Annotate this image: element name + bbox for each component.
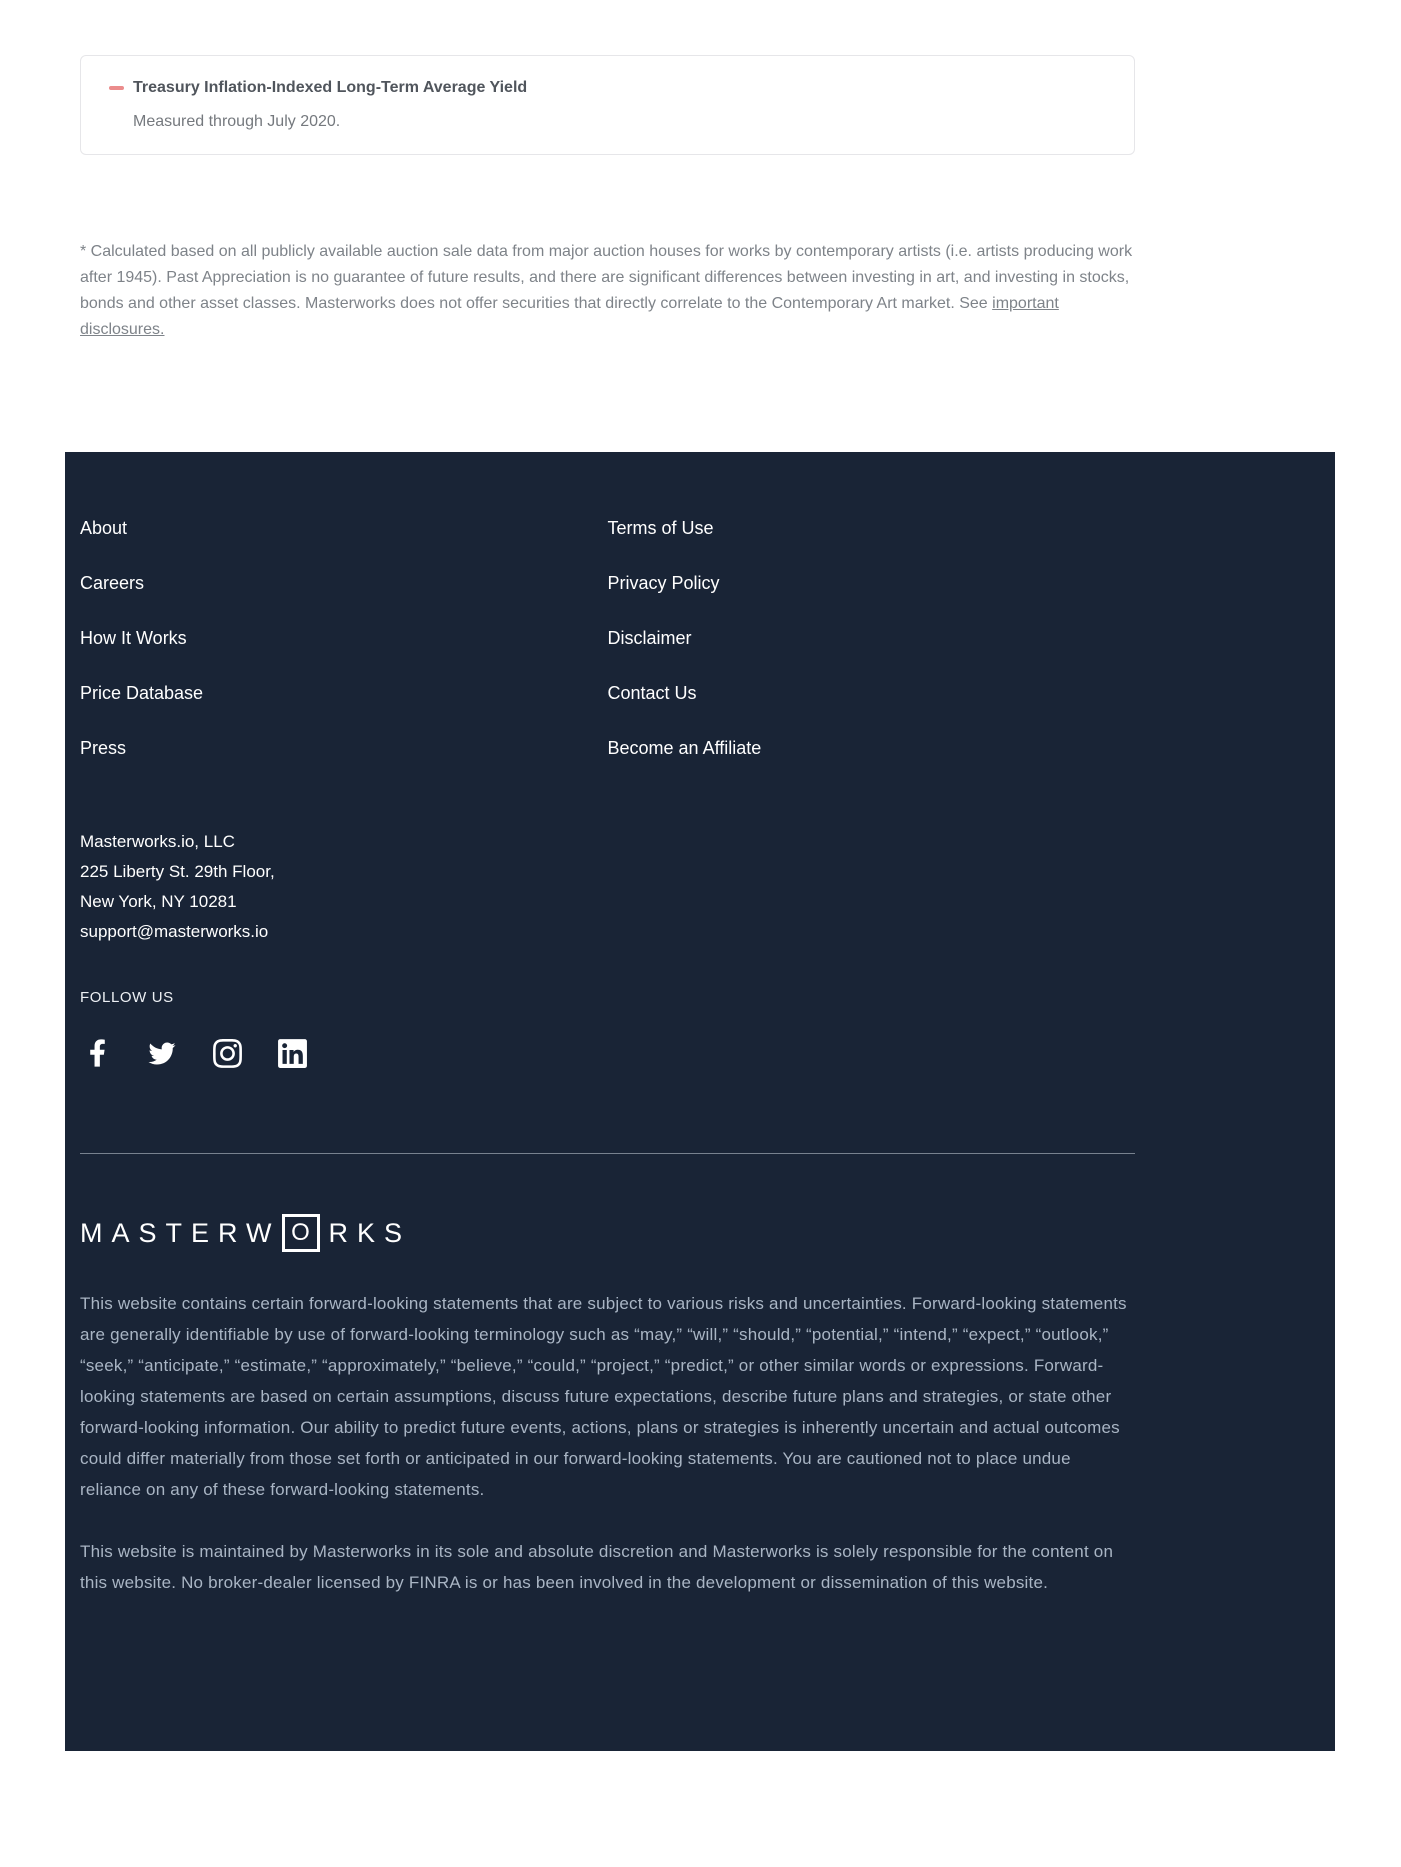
masterworks-logo	[80, 1214, 1135, 1252]
footer-link-become-an-affiliate[interactable]: Become an Affiliate	[607, 738, 762, 758]
social-icons-row	[80, 1036, 1135, 1070]
footer-link-privacy-policy[interactable]: Privacy Policy	[607, 573, 720, 593]
footer-link-how-it-works[interactable]: How It Works	[80, 628, 187, 648]
legend-row	[109, 78, 1106, 98]
nav-item	[608, 682, 1136, 704]
page	[0, 55, 1401, 1751]
disclaimer-text: * Calculated based on all publicly available auction sale data from major auction houses for works by contemporary artists (i.e. artists producing work after 1945). Past Appreciation is no guarantee of future results, and there are significant differences between investing in art, and investing in stocks, bonds and other asset classes. Masterworks does not offer securities that directly correlate to the Contemporary Art market. See	[80, 243, 1133, 312]
footer-link-contact-us[interactable]: Contact Us	[607, 683, 697, 703]
facebook-icon[interactable]	[80, 1038, 114, 1068]
logo-text-pre: MASTERW	[80, 1217, 281, 1248]
nav-item	[80, 517, 608, 539]
nav-item	[80, 682, 608, 704]
chart-legend-card	[80, 55, 1135, 155]
footer-divider	[80, 1153, 1135, 1154]
linkedin-icon[interactable]	[275, 1037, 309, 1070]
forward-looking-statements-paragraph: This website contains certain forward-looking statements that are subject to various risks and uncertainties. Forward-looking statements are generally identifiable by use of forward-looking terminology such as “may,” “will,” “should,” “potential,” “intend,” “expect,” “outlook,” “seek,” “anticipate,” “estimate,” “approximately,” “believe,” “could,” “project,” “predict,” or other similar words or expressions. Forward-looking statements are based on certain assumptions, discuss future expectations, describe future plans and strategies, or state other forward-looking information. Our ability to predict future events, actions, plans or strategies is inherently uncertain and actual outcomes could differ materially from those set forth or anticipated in our forward-looking statements. You are cautioned not to place undue reliance on any of these forward-looking statements.	[80, 1294, 1127, 1499]
legend-series-label: Treasury Inflation-Indexed Long-Term Average Yield	[133, 79, 528, 96]
nav-item	[608, 737, 1136, 759]
instagram-icon[interactable]	[210, 1037, 244, 1070]
city-state-zip: New York, NY 10281	[80, 892, 237, 911]
site-footer	[65, 452, 1335, 1751]
finra-disclaimer-paragraph: This website is maintained by Masterworks in its sole and absolute discretion and Masterworks is solely responsible for the content on this website. No broker-dealer licensed by FINRA is or has been involved in the development or dissemination of this website.	[80, 1542, 1114, 1592]
important-disclosures-link[interactable]: important disclosures.	[80, 295, 1059, 338]
footer-nav	[80, 517, 1135, 792]
footer-link-careers[interactable]: Careers	[80, 573, 145, 593]
footer-link-press[interactable]: Press	[80, 738, 127, 758]
support-email-link[interactable]: support@masterworks.io	[80, 922, 269, 941]
follow-us-label: FOLLOW US	[80, 989, 174, 1006]
legend-line-marker-icon	[109, 86, 124, 90]
footer-nav-column-2	[608, 517, 1136, 792]
footer-link-price-database[interactable]: Price Database	[80, 683, 204, 703]
nav-item	[80, 627, 608, 649]
twitter-icon[interactable]	[145, 1040, 179, 1067]
company-address-block	[80, 827, 1135, 947]
nav-item	[608, 627, 1136, 649]
nav-item	[608, 572, 1136, 594]
nav-item	[608, 517, 1136, 539]
footer-link-about[interactable]: About	[80, 518, 128, 538]
nav-item	[80, 572, 608, 594]
nav-item	[80, 737, 608, 759]
company-name: Masterworks.io, LLC	[80, 832, 235, 851]
footer-nav-column-1	[80, 517, 608, 792]
logo-text-post: RKS	[328, 1217, 412, 1248]
logo-boxed-o-icon: O	[282, 1214, 320, 1252]
footer-link-terms-of-use[interactable]: Terms of Use	[607, 518, 714, 538]
legend-measured-note: Measured through July 2020.	[133, 113, 341, 130]
footer-link-disclaimer[interactable]: Disclaimer	[607, 628, 692, 648]
auction-data-disclaimer	[80, 239, 1137, 343]
street-address: 225 Liberty St. 29th Floor,	[80, 862, 275, 881]
